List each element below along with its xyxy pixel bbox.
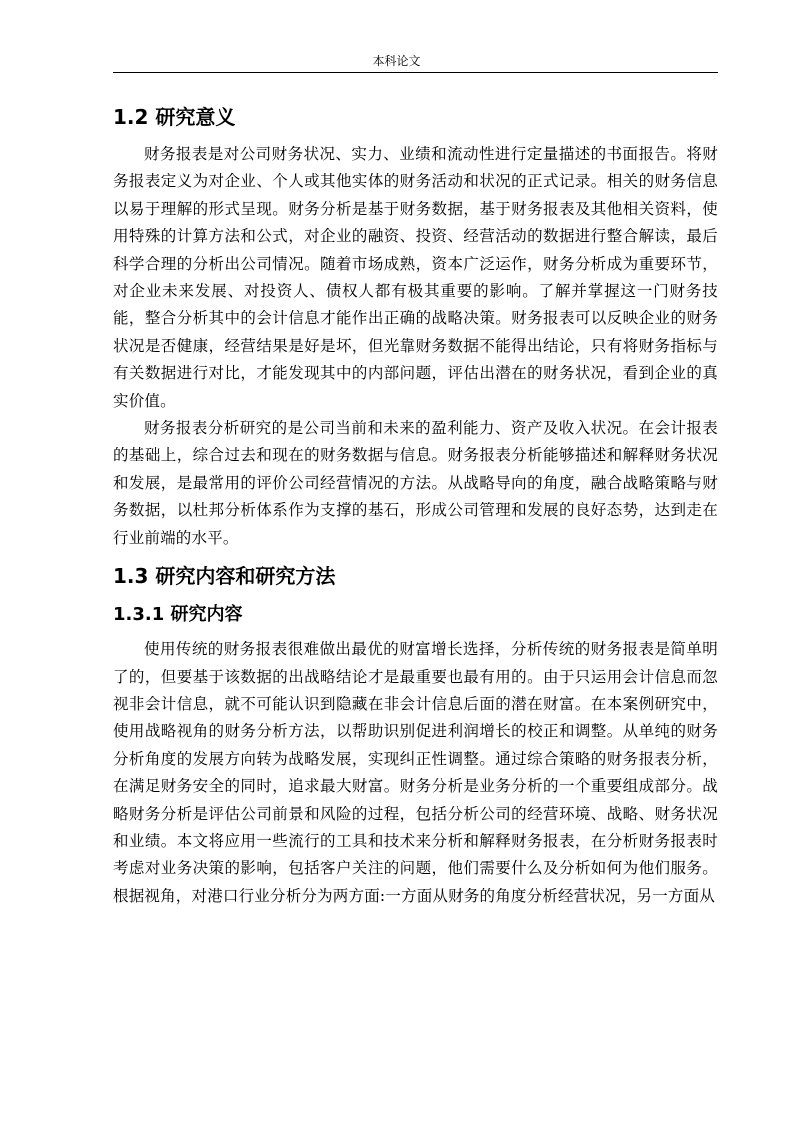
paragraph: 财务报表分析研究的是公司当前和未来的盈利能力、资产及收入状况。在会计报表的基础上，综合过去和现在的财务数据与信息。财务报表分析能够描述和解释财务状况和发展，是最常用的评价公司经营情况的方法。从战略导向的角度，融合战略策略与财务数据，以杜邦分析体系作为支撑的基石，形成公司管理和发展的良好态势，达到走在行业前端的水平。: [113, 419, 718, 547]
page-body: [113, 100, 718, 910]
subsection-heading-1-3-1: 1.3.1 研究内容: [113, 604, 243, 626]
section-heading-1-3: 1.3 研究内容和研究方法: [113, 564, 336, 589]
paragraph: 使用传统的财务报表很难做出最优的财富增长选择，分析传统的财务报表是简单明了的，但要基于该数据的出战略结论才是最重要也最有用的。由于只运用会计信息而忽视非会计信息，就不可能认识到隐藏在非会计信息后面的潜在财富。在本案例研究中，使用战略视角的财务分析方法，以帮助识别促进利润增长的校正和调整。从单纯的财务分析角度的发展方向转为战略发展，实现纠正性调整。通过综合策略的财务报表分析，在满足财务安全的同时，追求最大财富。财务分析是业务分析的一个重要组成部分。战略财务分析是评估公司前景和风险的过程，包括分析公司的经营环境、战略、财务状况和业绩。本文将应用一些流行的工具和技术来分析和解释财务报表，在分析财务报表时考虑对业务决策的影响，包括客户关注的问题，他们需要什么及分析如何为他们服务。根据视角，对港口行业分析分为两方面:一方面从财务的角度分析经营状况，另一方面从: [113, 640, 718, 905]
header-divider: [113, 72, 718, 73]
section-heading-1-2: 1.2 研究意义: [113, 105, 236, 129]
running-header: 本科论文: [372, 54, 421, 68]
paragraph: 财务报表是对公司财务状况、实力、业绩和流动性进行定量描述的书面报告。将财务报表定义为对企业、个人或其他实体的财务活动和状况的正式记录。相关的财务信息以易于理解的形式呈现。财务分析是基于财务数据，基于财务报表及其他相关资料，使用特殊的计算方法和公式，对企业的融资、投资、经营活动的数据进行整合解读，最后科学合理的分析出公司情况。随着市场成熟，资本广泛运作，财务分析成为重要环节，对企业未来发展、对投资人、债权人都有极其重要的影响。了解并掌握这一门财务技能，整合分析其中的会计信息才能作出正确的战略决策。财务报表可以反映企业的财务状况是否健康，经营结果是好是坏，但光靠财务数据不能得出结论，只有将财务指标与有关数据进行对比，才能发现其中的内部问题，评估出潜在的财务状况，看到企业的真实价值。: [113, 145, 718, 410]
